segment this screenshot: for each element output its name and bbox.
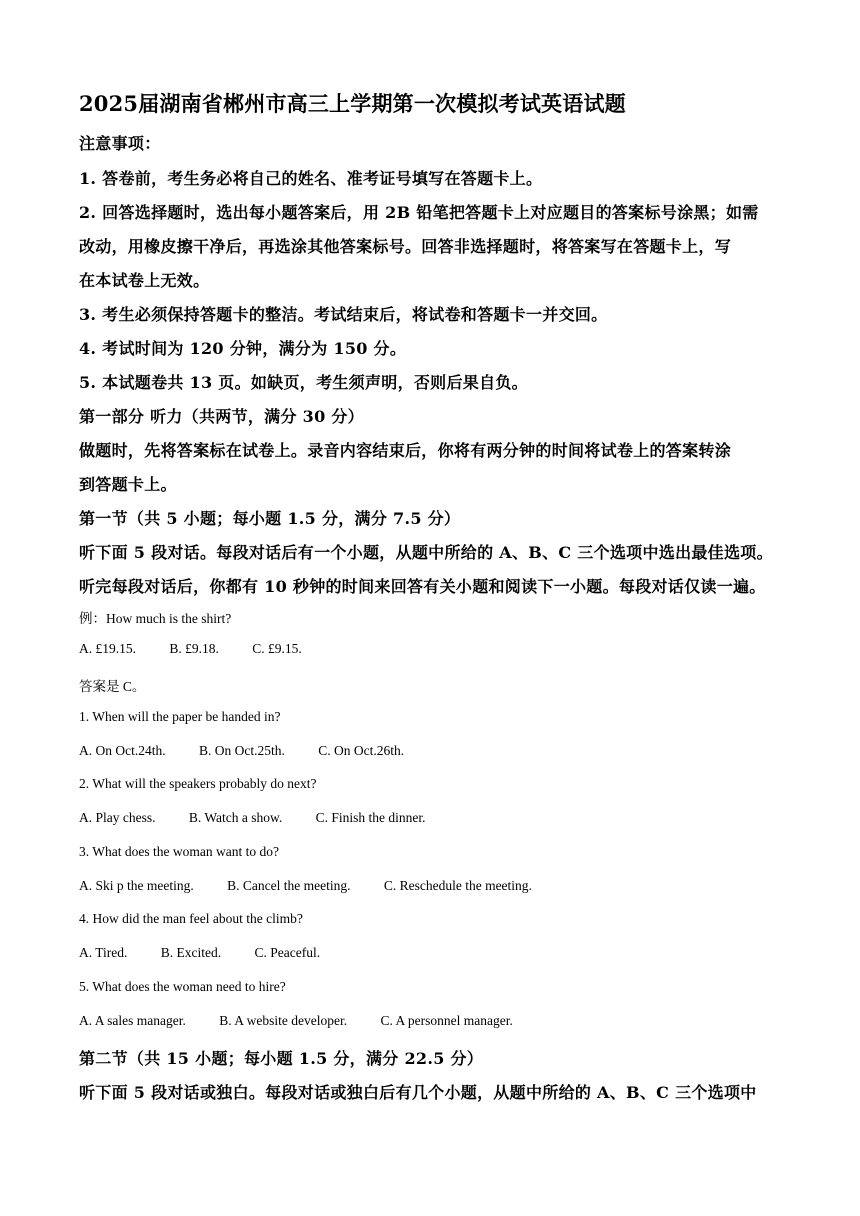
option-a: A. Play chess. — [79, 810, 156, 825]
option-b: B. On Oct.25th. — [199, 743, 285, 758]
option-a: A. Ski p the meeting. — [79, 878, 194, 893]
option-b: B. A website developer. — [219, 1013, 348, 1028]
example-answer: 答案是 C。 — [79, 679, 146, 694]
option-c: C. A personnel manager. — [380, 1013, 513, 1028]
notice-item: 4. 考试时间为 120 分钟，满分为 150 分。 — [79, 339, 407, 358]
option-b: B. £9.18. — [169, 641, 219, 656]
question-1-options — [79, 743, 404, 759]
option-c: C. £9.15. — [252, 641, 302, 656]
notice-item: 1. 答卷前，考生务必将自己的姓名、准考证号填写在答题卡上。 — [79, 169, 543, 188]
option-a: A. On Oct.24th. — [79, 743, 166, 758]
section1-instruction: 听完每段对话后，你都有 10 秒钟的时间来回答有关小题和阅读下一小题。每段对话仅读一遍。 — [79, 577, 766, 596]
question-5-options — [79, 1013, 513, 1029]
option-a: A. Tired. — [79, 945, 128, 960]
notice-item: 改动，用橡皮擦干净后，再选涂其他答案标号。回答非选择题时，将答案写在答题卡上，写 — [79, 237, 732, 256]
question-4-options — [79, 945, 320, 961]
section1-heading: 第一节（共 5 小题；每小题 1.5 分，满分 7.5 分） — [79, 509, 461, 528]
part1-instruction: 做题时，先将答案标在试卷上。录音内容结束后，你将有两分钟的时间将试卷上的答案转涂 — [79, 441, 732, 460]
question-3: 3. What does the woman want to do? — [79, 844, 279, 859]
option-a: A. A sales manager. — [79, 1013, 186, 1028]
question-3-options — [79, 878, 532, 894]
option-b: B. Excited. — [160, 945, 222, 960]
option-c: C. Peaceful. — [254, 945, 321, 960]
option-c: C. Finish the dinner. — [315, 810, 426, 825]
question-4: 4. How did the man feel about the climb? — [79, 911, 303, 926]
option-b: B. Watch a show. — [188, 810, 283, 825]
part1-instruction: 到答题卡上。 — [79, 475, 177, 494]
question-1: 1. When will the paper be handed in? — [79, 709, 281, 724]
section1-instruction: 听下面 5 段对话。每段对话后有一个小题，从题中所给的 A、B、C 三个选项中选出最佳选项。 — [79, 543, 773, 562]
exam-title: 2025届湖南省郴州市高三上学期第一次模拟考试英语试题 — [79, 91, 626, 116]
notice-heading: 注意事项： — [79, 134, 161, 153]
notice-item: 3. 考生必须保持答题卡的整洁。考试结束后，将试卷和答题卡一并交回。 — [79, 305, 608, 324]
option-b: B. Cancel the meeting. — [227, 878, 351, 893]
part1-heading: 第一部分 听力（共两节，满分 30 分） — [79, 407, 364, 426]
question-2-options — [79, 810, 426, 826]
notice-item: 在本试卷上无效。 — [79, 271, 210, 290]
question-2: 2. What will the speakers probably do next? — [79, 776, 317, 791]
option-a: A. £19.15. — [79, 641, 136, 656]
option-c: C. On Oct.26th. — [318, 743, 405, 758]
option-c: C. Reschedule the meeting. — [383, 878, 532, 893]
section2-instruction: 听下面 5 段对话或独白。每段对话或独白后有几个小题，从题中所给的 A、B、C 三个选项中 — [79, 1083, 757, 1102]
notice-item: 2. 回答选择题时，选出每小题答案后，用 2B 铅笔把答题卡上对应题目的答案标号涂黑；如需 — [79, 203, 759, 222]
section2-heading: 第二节（共 15 小题；每小题 1.5 分，满分 22.5 分） — [79, 1049, 484, 1068]
notice-item: 5. 本试题卷共 13 页。如缺页，考生须声明，否则后果自负。 — [79, 373, 528, 392]
example-question: 例：How much is the shirt? — [79, 611, 232, 626]
example-options — [79, 641, 302, 657]
question-5: 5. What does the woman need to hire? — [79, 979, 286, 994]
